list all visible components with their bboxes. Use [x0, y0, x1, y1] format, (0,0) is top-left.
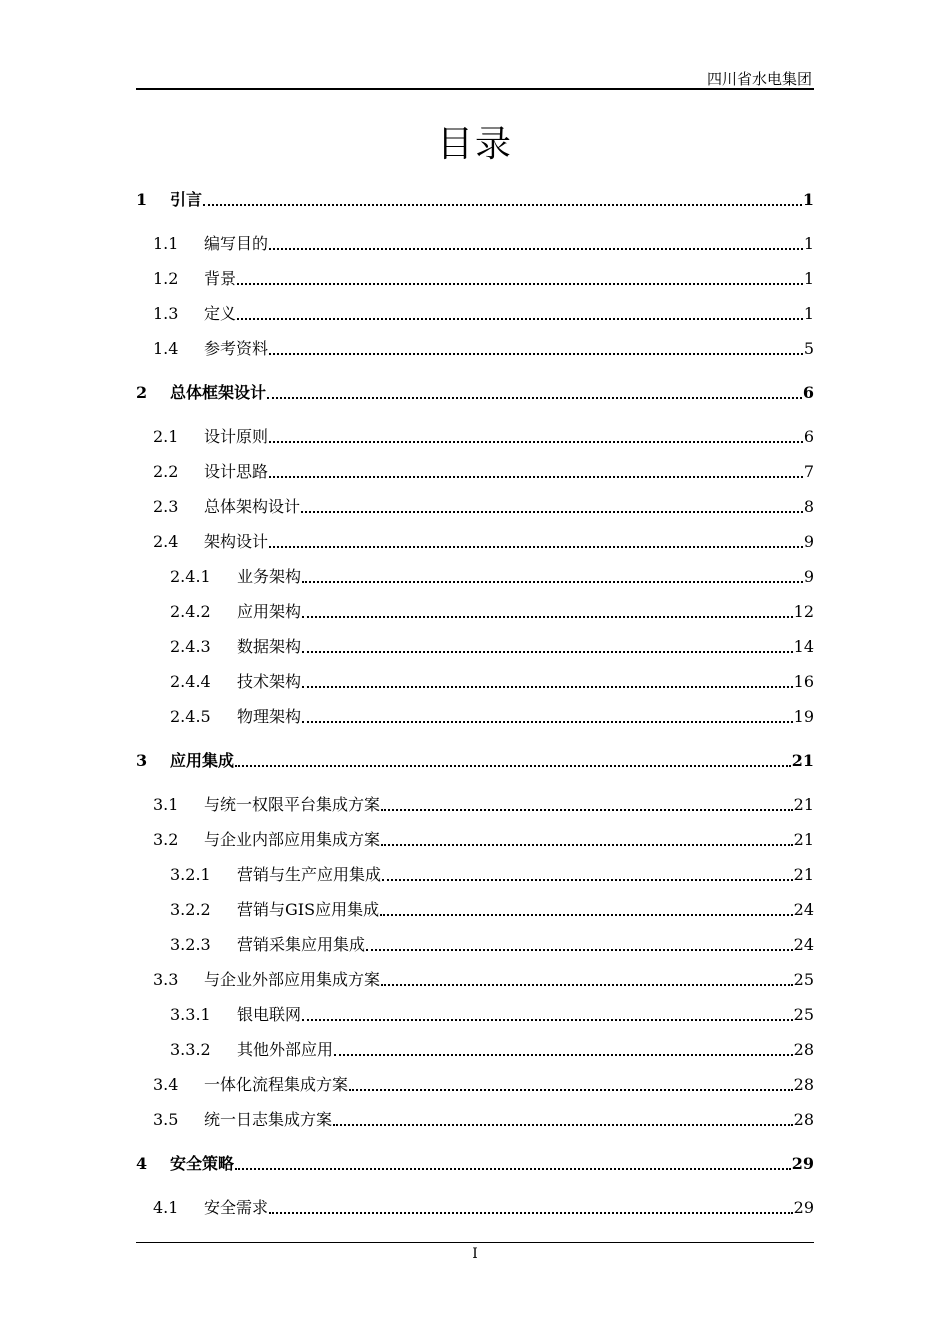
toc-entry[interactable]: [136, 190, 814, 210]
toc-dot-leader: [381, 844, 793, 846]
toc-entry[interactable]: [136, 1198, 814, 1218]
toc-dot-leader: [203, 204, 802, 206]
toc-entry-label: 架构设计: [204, 532, 269, 551]
toc-entry-number: 2.4.3: [170, 637, 211, 656]
toc-dot-leader: [269, 1212, 793, 1214]
toc-entry-label: 其他外部应用: [237, 1040, 334, 1059]
header-rule: [136, 88, 814, 90]
footer-rule: [136, 1242, 814, 1243]
toc-entry-label: 营销采集应用集成: [237, 935, 366, 954]
page-title: 目录: [436, 124, 513, 165]
toc-entry[interactable]: [136, 935, 814, 955]
toc-entry-page: 21: [793, 865, 814, 884]
toc-entry-number: 2.4.1: [170, 567, 211, 586]
toc-entry-page: 1: [802, 190, 814, 209]
toc-entry-label: 物理架构: [237, 707, 302, 726]
toc-entry-label: 一体化流程集成方案: [204, 1075, 349, 1094]
toc-entry[interactable]: [136, 707, 814, 727]
toc-dot-leader: [380, 914, 793, 916]
toc-entry[interactable]: [136, 900, 814, 920]
toc-entry-label: 总体框架设计: [170, 383, 267, 402]
toc-entry[interactable]: [136, 865, 814, 885]
toc-entry-page: 1: [803, 304, 814, 323]
toc-entry[interactable]: [136, 970, 814, 990]
toc-entry[interactable]: [136, 1040, 814, 1060]
toc-entry-page: 28: [793, 1040, 814, 1059]
toc-entry[interactable]: [136, 304, 814, 324]
toc-entry-label: 安全策略: [170, 1154, 235, 1173]
toc-entry-label: 业务架构: [237, 567, 302, 586]
toc-entry-number: 2.2: [153, 462, 179, 481]
toc-dot-leader: [381, 809, 793, 811]
toc-entry-number: 1.1: [153, 234, 179, 253]
toc-entry-number: 3.4: [153, 1075, 179, 1094]
toc-dot-leader: [267, 397, 802, 399]
toc-entry-page: 24: [793, 935, 814, 954]
toc-entry-page: 12: [793, 602, 814, 621]
toc-entry-page: 14: [793, 637, 814, 656]
toc-entry-page: 9: [803, 567, 814, 586]
toc-entry-number: 2.4.2: [170, 602, 211, 621]
toc-entry-label: 营销与生产应用集成: [237, 865, 382, 884]
toc-dot-leader: [382, 879, 793, 881]
toc-dot-leader: [302, 686, 793, 688]
toc-entry-page: 5: [803, 339, 814, 358]
toc-entry-label: 设计思路: [204, 462, 269, 481]
toc-entry[interactable]: [136, 672, 814, 692]
toc-entry-label: 与企业外部应用集成方案: [204, 970, 381, 989]
toc-entry-label: 应用架构: [237, 602, 302, 621]
toc-entry-number: 4.1: [153, 1198, 179, 1217]
toc-entry-number: 1.3: [153, 304, 179, 323]
toc-entry[interactable]: [136, 339, 814, 359]
toc-entry-number: 4: [136, 1154, 148, 1173]
toc-dot-leader: [269, 441, 803, 443]
toc-dot-leader: [302, 581, 803, 583]
toc-entry-label: 与统一权限平台集成方案: [204, 795, 381, 814]
toc-entry-page: 29: [793, 1198, 814, 1217]
toc-dot-leader: [349, 1089, 793, 1091]
toc-dot-leader: [269, 353, 803, 355]
toc-entry-number: 2.4.5: [170, 707, 211, 726]
toc-entry[interactable]: [136, 462, 814, 482]
toc-dot-leader: [366, 949, 793, 951]
toc-entry-number: 3.2: [153, 830, 179, 849]
toc-dot-leader: [301, 511, 803, 513]
toc-entry-page: 21: [791, 751, 814, 770]
toc-dot-leader: [302, 721, 793, 723]
toc-entry[interactable]: [136, 383, 814, 403]
toc-dot-leader: [302, 651, 793, 653]
toc-entry-page: 16: [793, 672, 814, 691]
toc-dot-leader: [237, 283, 803, 285]
toc-entry-page: 1: [803, 234, 814, 253]
toc-entry-label: 总体架构设计: [204, 497, 301, 516]
toc-entry-label: 与企业内部应用集成方案: [204, 830, 381, 849]
toc-entry-label: 应用集成: [170, 751, 235, 770]
toc-entry-label: 参考资料: [204, 339, 269, 358]
toc-entry-number: 2.3: [153, 497, 179, 516]
toc-entry-page: 8: [803, 497, 814, 516]
toc-entry-label: 银电联网: [237, 1005, 302, 1024]
toc-entry-page: 25: [793, 1005, 814, 1024]
toc-entry-number: 3.5: [153, 1110, 179, 1129]
toc-entry[interactable]: [136, 637, 814, 657]
toc-entry-number: 3.2.2: [170, 900, 211, 919]
toc-entry-page: 29: [791, 1154, 814, 1173]
toc-entry-number: 2.4: [153, 532, 179, 551]
toc-dot-leader: [269, 476, 803, 478]
toc-entry-label: 引言: [170, 190, 203, 209]
toc-entry[interactable]: [136, 1075, 814, 1095]
toc-entry-page: 9: [803, 532, 814, 551]
toc-entry-number: 3: [136, 751, 148, 770]
toc-entry[interactable]: [136, 532, 814, 552]
toc-entry-number: 2.4.4: [170, 672, 211, 691]
toc-entry-number: 3.2.3: [170, 935, 211, 954]
toc-entry-number: 2: [136, 383, 148, 402]
toc-entry-label: 编写目的: [204, 234, 269, 253]
toc-entry-label: 技术架构: [237, 672, 302, 691]
toc-entry-label: 设计原则: [204, 427, 269, 446]
toc-entry-number: 3.2.1: [170, 865, 211, 884]
toc-dot-leader: [381, 984, 793, 986]
toc-entry[interactable]: [136, 1110, 814, 1130]
toc-entry-number: 3.3: [153, 970, 179, 989]
toc-entry[interactable]: [136, 234, 814, 254]
toc-dot-leader: [302, 616, 793, 618]
header-company: 四川省水电集团: [706, 70, 812, 88]
toc-entry-page: 21: [793, 795, 814, 814]
footer-page-number: I: [472, 1246, 478, 1262]
toc-entry-number: 1: [136, 190, 148, 209]
toc-entry[interactable]: [136, 751, 814, 771]
toc-entry-page: 25: [793, 970, 814, 989]
toc-entry[interactable]: [136, 427, 814, 447]
toc-entry-page: 21: [793, 830, 814, 849]
toc-entry[interactable]: [136, 795, 814, 815]
toc-entry[interactable]: [136, 497, 814, 517]
toc-entry[interactable]: [136, 1154, 814, 1174]
toc-entry[interactable]: [136, 830, 814, 850]
toc-dot-leader: [333, 1124, 793, 1126]
toc-entry-label: 定义: [204, 304, 237, 323]
toc-entry[interactable]: [136, 269, 814, 289]
toc-entry-page: 24: [793, 900, 814, 919]
toc-entry-label: 统一日志集成方案: [204, 1110, 333, 1129]
toc-entry-label: 数据架构: [237, 637, 302, 656]
toc-entry[interactable]: [136, 567, 814, 587]
toc-dot-leader: [334, 1054, 793, 1056]
toc-entry-page: 28: [793, 1075, 814, 1094]
toc-dot-leader: [237, 318, 803, 320]
toc-entry-page: 19: [793, 707, 814, 726]
toc-entry-page: 6: [802, 383, 814, 402]
toc-entry[interactable]: [136, 1005, 814, 1025]
toc-entry-page: 1: [803, 269, 814, 288]
toc-entry-page: 28: [793, 1110, 814, 1129]
toc-entry-number: 3.1: [153, 795, 179, 814]
toc-entry-label: 背景: [204, 269, 237, 288]
toc-dot-leader: [269, 248, 803, 250]
toc-entry-number: 3.3.1: [170, 1005, 211, 1024]
toc-entry-page: 6: [803, 427, 814, 446]
toc-entry-label: 营销与GIS应用集成: [237, 900, 380, 919]
toc-entry-label: 安全需求: [204, 1198, 269, 1217]
toc-dot-leader: [302, 1019, 793, 1021]
toc-dot-leader: [235, 1168, 791, 1170]
toc-entry[interactable]: [136, 602, 814, 622]
toc-entry-number: 3.3.2: [170, 1040, 211, 1059]
toc-dot-leader: [235, 765, 791, 767]
toc-dot-leader: [269, 546, 803, 548]
toc-entry-number: 1.2: [153, 269, 179, 288]
toc-entry-number: 2.1: [153, 427, 179, 446]
toc-entry-number: 1.4: [153, 339, 179, 358]
toc-entry-page: 7: [803, 462, 814, 481]
